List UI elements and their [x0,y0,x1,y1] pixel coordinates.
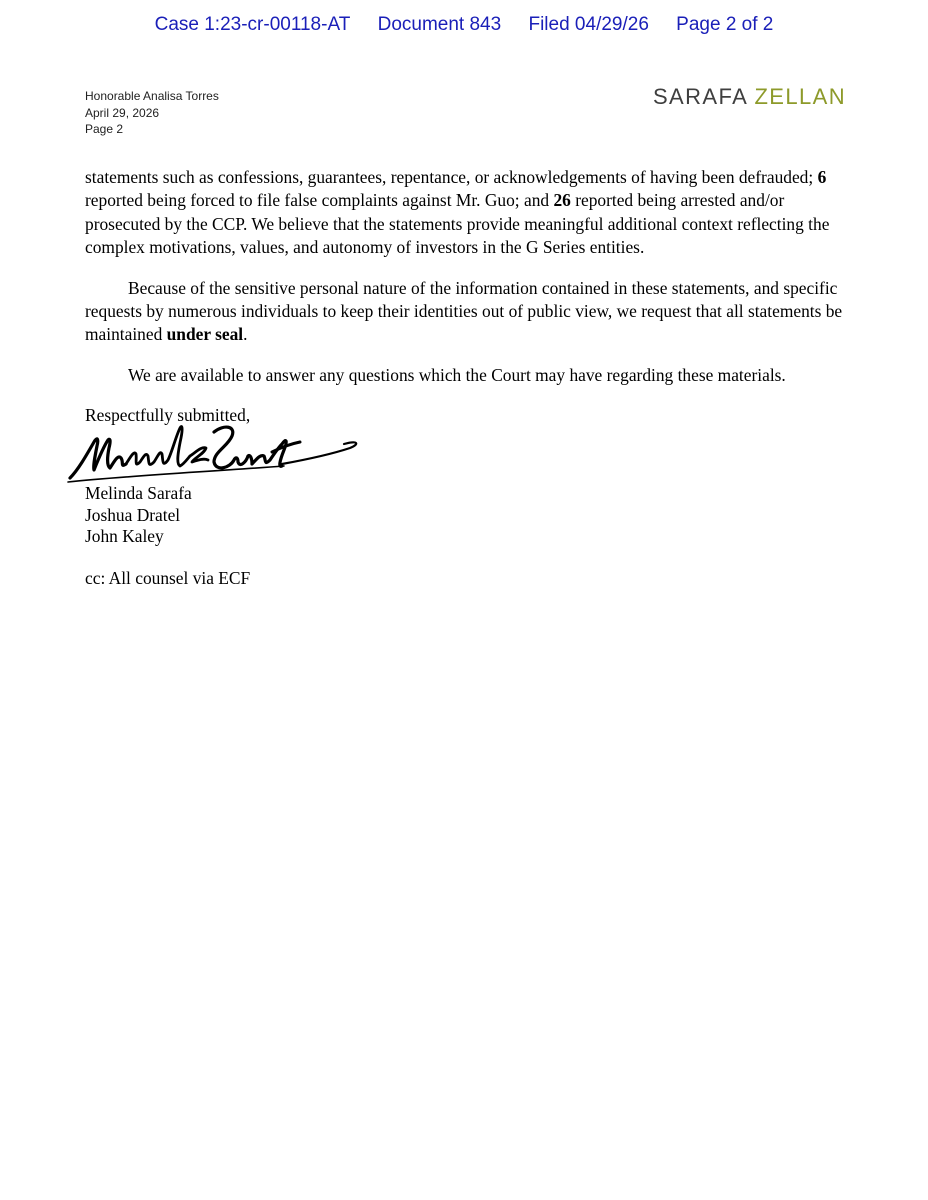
case-number: Case 1:23-cr-00118-AT [154,14,351,35]
filed-date: Filed 04/29/26 [528,14,649,35]
firm-logo [653,84,846,110]
letterhead-address-block [85,88,219,138]
p2-bold-under-seal: under seal [166,324,244,345]
cc-line: cc: All counsel via ECF [85,568,251,588]
body-paragraph-3: We are available to answer any questions which the Court may have regarding these materials. [128,364,786,385]
signatory-list [85,483,192,548]
p2-text-a: Because of the sensitive personal nature of the information contained in these statements, and specific requests by numerous individuals to keep their identities out of public view, we request that all statements be maintained [85,277,843,345]
letter-body [85,166,845,445]
signer-name: Joshua Dratel [85,504,181,525]
p1-text-a: statements such as confessions, guarantees, repentance, or acknowledgements of having been defrauded; [85,167,818,187]
p1-bold-count-6: 6 [817,167,827,187]
letter-date: April 29, 2026 [85,105,160,120]
p1-bold-count-26: 26 [553,190,571,211]
p2-text-b: . [243,324,248,345]
addressee: Honorable Analisa Torres [85,89,219,103]
body-paragraph-2 [85,277,845,347]
closing: Respectfully submitted, [85,405,251,426]
logo-word-sarafa: SARAFA [652,84,747,109]
logo-word-zellan: ZELLAN [754,84,846,109]
signer-name: Melinda Sarafa [85,483,192,503]
p1-text-b: reported being forced to file false complaints against Mr. Guo; and [85,190,554,211]
p1-text-c: reported being arrested and/or prosecuted by the CCP. We believe that the statements provide meaningful additional context reflecting the complex motivations, values, and autonomy of investors in the G Series entities. [85,190,830,258]
document-number: Document 843 [377,14,502,35]
page-count: Page 2 of 2 [676,14,774,35]
body-paragraph-1 [85,166,845,260]
ecf-filing-header [0,14,928,36]
handwritten-signature [64,418,364,488]
letter-page-number: Page 2 [85,122,124,136]
signer-name: John Kaley [85,526,164,546]
